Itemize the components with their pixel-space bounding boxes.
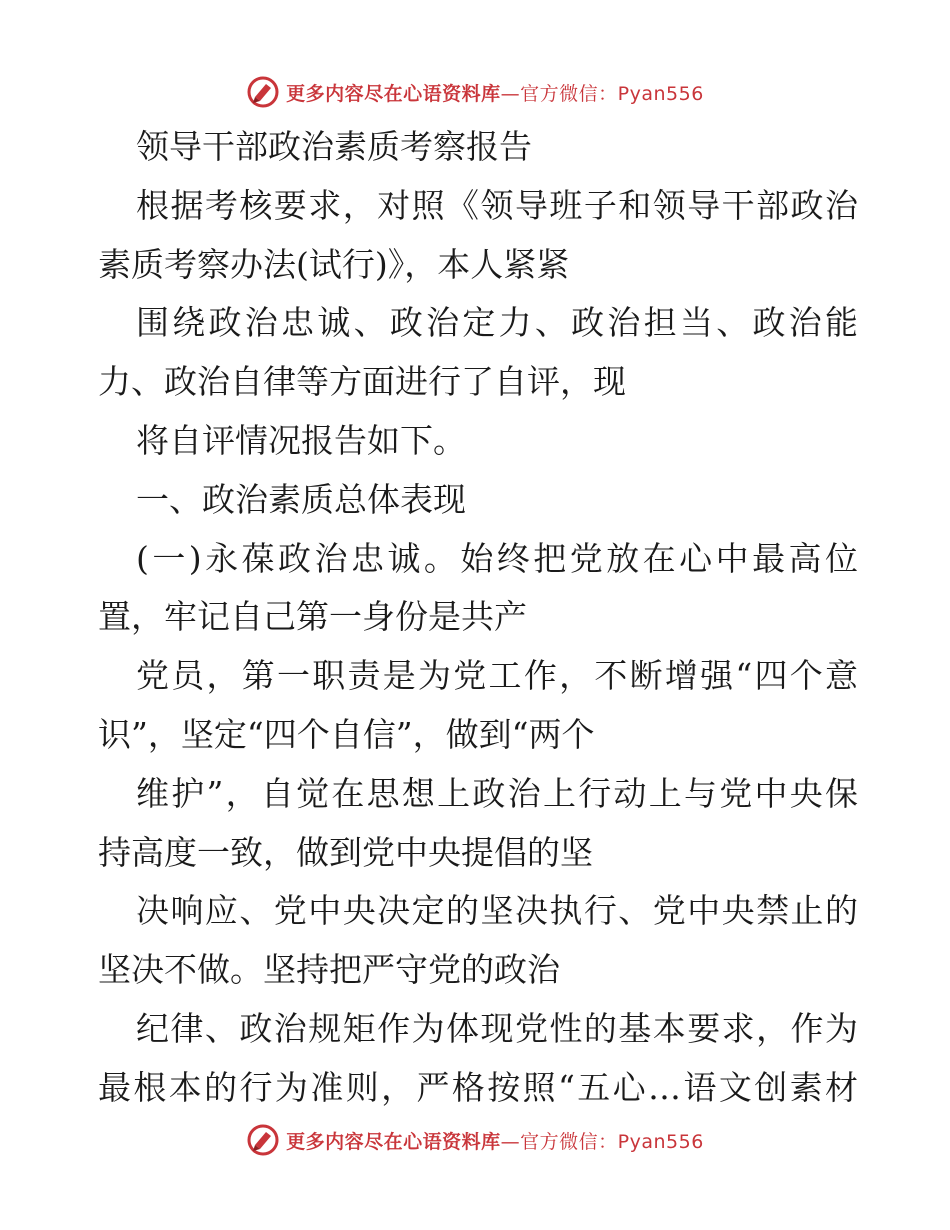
paragraph-line: 纪律、政治规矩作为体现党性的基本要求，作为 [136, 1008, 858, 1048]
document-body [98, 118, 858, 1118]
paragraph-line: 最根本的行为准则，严格按照“五心…语文创素材 [98, 1067, 858, 1107]
paragraph-line: 根据考核要求，对照《领导班子和领导干部政治 [136, 185, 858, 225]
section-heading: 一、政治素质总体表现 [136, 479, 466, 519]
paragraph-line: 维护”，自觉在思想上政治上行动上与党中央保 [136, 773, 858, 813]
watermark-main: 更多内容尽在心语资料库 [286, 82, 501, 105]
paragraph-line: 力、政治自律等方面进行了自评，现 [98, 362, 626, 402]
paragraph-line: 素质考察办法(试行)》，本人紧紧 [98, 244, 570, 284]
paragraph-line: 决响应、党中央决定的坚决执行、党中央禁止的 [136, 891, 858, 931]
watermark-separator: — [500, 82, 521, 105]
paragraph-line: 围绕政治忠诚、政治定力、政治担当、政治能 [136, 303, 858, 343]
watermark-suffix: 官方微信：Pyan556 [520, 82, 704, 105]
paragraph-line: 持高度一致，做到党中央提倡的坚 [98, 832, 593, 872]
watermark-main: 更多内容尽在心语资料库 [286, 1130, 501, 1153]
paragraph-line: 坚决不做。坚持把严守党的政治 [98, 950, 560, 990]
pen-seal-icon [246, 1123, 280, 1157]
watermark-header [0, 72, 950, 112]
pen-seal-icon [246, 75, 280, 109]
watermark-text [286, 79, 704, 106]
paragraph-line: 置，牢记自己第一身份是共产 [98, 597, 527, 637]
watermark-separator: — [500, 1130, 521, 1153]
paragraph-line: 将自评情况报告如下。 [136, 420, 466, 460]
paragraph-line: 党员，第一职责是为党工作，不断增强“四个意 [136, 656, 858, 696]
document-title: 领导干部政治素质考察报告 [136, 127, 532, 166]
paragraph-line: 识”，坚定“四个自信”，做到“两个 [98, 714, 595, 754]
watermark-suffix: 官方微信：Pyan556 [520, 1130, 704, 1153]
paragraph-line: (一)永葆政治忠诚。始终把党放在心中最高位 [136, 538, 858, 578]
watermark-footer [0, 1120, 950, 1160]
watermark-text [286, 1127, 704, 1154]
